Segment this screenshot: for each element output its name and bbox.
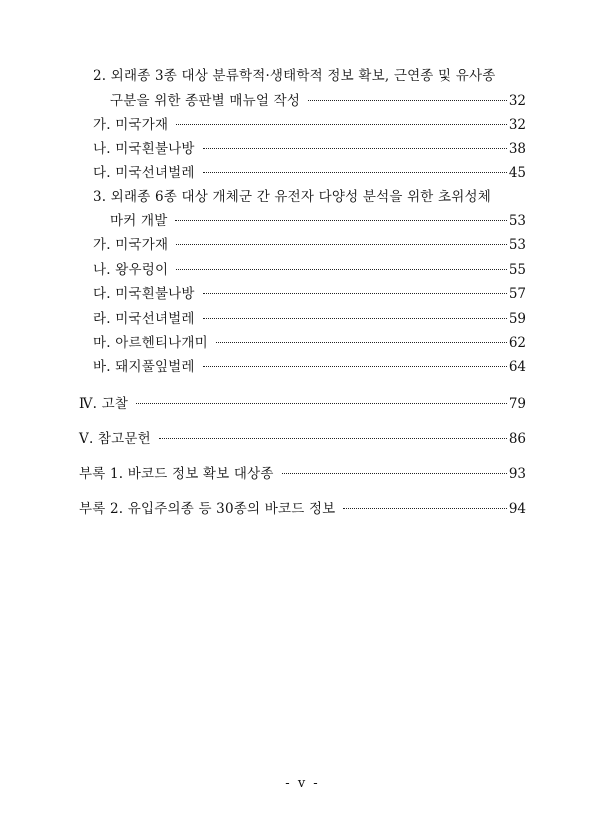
dot-leader	[282, 473, 507, 474]
page-number: 53	[508, 213, 526, 229]
dot-leader	[203, 172, 507, 173]
toc-section-2-title-cont: 구분을 위한 종판별 매뉴얼 작성	[110, 93, 301, 109]
page-number: 38	[508, 141, 526, 157]
toc-entry-label: 다. 미국선녀벌레	[93, 165, 195, 181]
toc-section-3-title: 3. 외래종 6종 대상 개체군 간 유전자 다양성 분석을 위한 초위성체	[93, 189, 492, 205]
toc-entry[interactable]	[93, 164, 526, 182]
toc-entry[interactable]	[93, 261, 526, 279]
page-number: 86	[508, 431, 526, 447]
toc-entry[interactable]	[110, 212, 526, 230]
page-number: 32	[508, 117, 526, 133]
dot-leader	[176, 124, 507, 125]
page-number: 62	[508, 335, 526, 351]
toc-entry[interactable]	[93, 116, 526, 134]
toc-appendix-entry[interactable]	[79, 500, 526, 518]
dot-leader	[176, 269, 507, 270]
toc-section-3-title-cont: 마커 개발	[110, 213, 168, 229]
dot-leader	[159, 438, 507, 439]
page-footer-number: - v -	[285, 776, 320, 791]
toc-entry[interactable]	[93, 310, 526, 328]
page-number: 93	[508, 466, 526, 482]
toc-chapter-entry[interactable]	[79, 395, 526, 413]
toc-chapter-label: Ⅴ. 참고문헌	[79, 431, 151, 447]
toc-section-2-title: 2. 외래종 3종 대상 분류학적·생태학적 정보 확보, 근연종 및 유사종	[93, 68, 496, 84]
dot-leader	[216, 342, 507, 343]
toc-entry-label: 가. 미국가재	[93, 237, 169, 253]
toc-entry-label: 나. 왕우렁이	[93, 262, 169, 278]
page-number: 53	[508, 237, 526, 253]
toc-appendix-entry[interactable]	[79, 465, 526, 483]
toc-entry-label: 바. 돼지풀잎벌레	[93, 359, 195, 375]
page-number: 59	[508, 311, 526, 327]
toc-entry-label: 가. 미국가재	[93, 117, 169, 133]
toc-entry[interactable]	[110, 92, 526, 110]
toc-entry[interactable]	[93, 285, 526, 303]
toc-entry[interactable]	[93, 236, 526, 254]
page-number: 45	[508, 165, 526, 181]
page-number: 64	[508, 359, 526, 375]
dot-leader	[136, 403, 507, 404]
dot-leader	[176, 244, 507, 245]
toc-entry[interactable]	[93, 140, 526, 158]
toc-appendix-label: 부록 2. 유입주의종 등 30종의 바코드 정보	[79, 501, 336, 517]
toc-entry-label: 라. 미국선녀벌레	[93, 311, 195, 327]
dot-leader	[203, 318, 507, 319]
page-number: 32	[508, 93, 526, 109]
page-number: 79	[508, 396, 526, 412]
toc-chapter-label: Ⅳ. 고찰	[79, 396, 129, 412]
toc-entry-label: 나. 미국흰불나방	[93, 141, 195, 157]
page-number: 55	[508, 262, 526, 278]
toc-entry[interactable]	[93, 358, 526, 376]
toc-entry-label: 마. 아르헨티나개미	[93, 335, 208, 351]
toc-entry-label: 다. 미국흰불나방	[93, 286, 195, 302]
toc-entry[interactable]	[93, 334, 526, 352]
page-number: 94	[508, 501, 526, 517]
toc-chapter-entry[interactable]	[79, 430, 526, 448]
dot-leader	[175, 220, 506, 221]
dot-leader	[203, 366, 507, 367]
page-number: 57	[508, 286, 526, 302]
dot-leader	[203, 293, 507, 294]
dot-leader	[343, 508, 506, 509]
dot-leader	[308, 100, 507, 101]
toc-appendix-label: 부록 1. 바코드 정보 확보 대상종	[79, 466, 274, 482]
dot-leader	[203, 148, 507, 149]
